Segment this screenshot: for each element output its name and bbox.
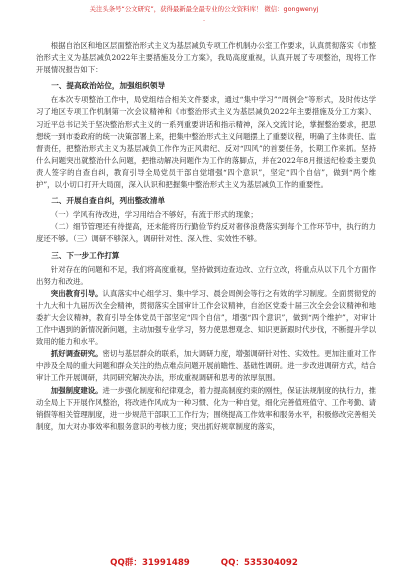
item-3-text: 进一步强化制度和纪律观念，着力提高制度约束的刚性，保证法规制度的执行力，推动全局上下开展作风整治，将改进作风成为一种习惯、化为一种自觉，细化完善值班值守、工作考勤、请销假等相关管理制度，进一步规范干部职工工作行为；围绕提高工作效率和服务水平，积极修改完善相关制度，加大对办事效率和服务意识的考核力度；突出抓好规章制度的落实， — [36, 385, 377, 431]
item-2-lead: 抓好调查研究。 — [50, 349, 103, 359]
item-1-lead: 突出教育引导。 — [50, 288, 103, 298]
section-1-paragraph: 在本次专项整治工作中，局党组结合相关文件要求，通过“集中学习”“周例会”等形式，及时传达学习了地区专项工作机制第一次会议精神和《市整治形式主义为基层减负2022年主要措施及分工方案》、习近平总书记关于坚决整治形式主义的一系列重要讲话和指示精神，深入交流讨论，掌握整治要求，把思想统一到市委政府的统一决策部署上来，把集中整治形式主义问题摆上了重要议程，明确了主体责任、监督责任，把整治形式主义为基层减负工作作为正风肃纪、反对“四风”的首要任务，长期工作来抓。坚持什么问题突出就整治什么问题，把推动解决问题作为工作的落脚点，并在2022年8月报送纪检委主要负责人签字的自查自纠，教育引导全局党员干部自觉增强“四个意识”，坚定“四个自信”，做到“两个维护”，以小切口打开大局面，深入认识和把握集中整治形式主义为基层减负工作的重要性。 — [36, 95, 376, 190]
footer-contact — [0, 556, 408, 568]
section-3-item-2 — [36, 348, 376, 384]
section-2-title: 二、开展自查自纠，列出整改清单 — [51, 196, 166, 206]
section-3-item-3 — [36, 385, 376, 433]
document-body — [36, 40, 376, 433]
section-3-item-1 — [36, 288, 376, 348]
item-1-text: 认真落实中心组学习、集中学习、晨会周例会等行之有效的学习制度。全面贯彻党的十九大和十九届历次全会精神，贯彻落实全国审计工作会议精神，自治区党委十届三次全会会议精神和地委扩大会议精神，教育引导全体党员干部坚定“四个自信”，增强“四个意识”，做到“两个维护”，对审计工作中遇到的新情况新问题，主动加强专业学习，努力使思想观念、知识更新跟时代步伐，不断提升学以致用的能力和水平。 — [36, 288, 377, 347]
header-banner — [0, 4, 408, 24]
qq-group: QQ群：31991489 — [110, 558, 190, 568]
section-2-item-2: （二）细节管理还有待提高，还未能将历行勤俭节约反对奢侈浪费落实到每个工作环节中，执行的力度还不够。（三）调研不够深入，调研针对性、深入性、实效性不够。 — [36, 222, 376, 244]
intro-paragraph: 根据自治区和地区层面整治形式主义为基层减负专项工作机制办公室工作要求，认真贯彻落实《市整治形式主义为基层减负2022年主要措施及分工方案》，我局高度重视，认真开展了专项整治，现将工作开展情况报告如下： — [36, 41, 376, 75]
item-3-lead: 加强制度建设。 — [50, 385, 103, 395]
qq-number: QQ：535304092 — [220, 558, 298, 568]
section-3-title: 三、下一步工作打算 — [51, 250, 120, 260]
item-2-text: 密切与基层群众的联系，加大调研力度，增强调研针对性、实效性。更加注重对工作中涉及全局的重大问题和群众关注的热点难点问题开展前瞻性、基础性调研。进一步改进调研方式，结合审计工作开展调研，共同研究解决办法，形成重视调研和思考的浓厚氛围。 — [36, 349, 377, 383]
section-2-item-1: （一）学风有待改进，学习用结合不够好，有流于形式的现象； — [50, 210, 258, 220]
section-3-intro: 针对存在的问题和不足，我们将高度重视，坚持做到边查边改、立行立改，将重点从以下几个方面作出努力和改进。 — [36, 264, 376, 286]
header-promo-text: 关注头条号“公文研究”，获得最新最全最专业的公文资料库！ 微信：gongwenyj — [89, 5, 319, 13]
header-dot: . — [202, 15, 206, 23]
section-1-title: 一、提高政治站位，加强组织领导 — [51, 81, 166, 91]
